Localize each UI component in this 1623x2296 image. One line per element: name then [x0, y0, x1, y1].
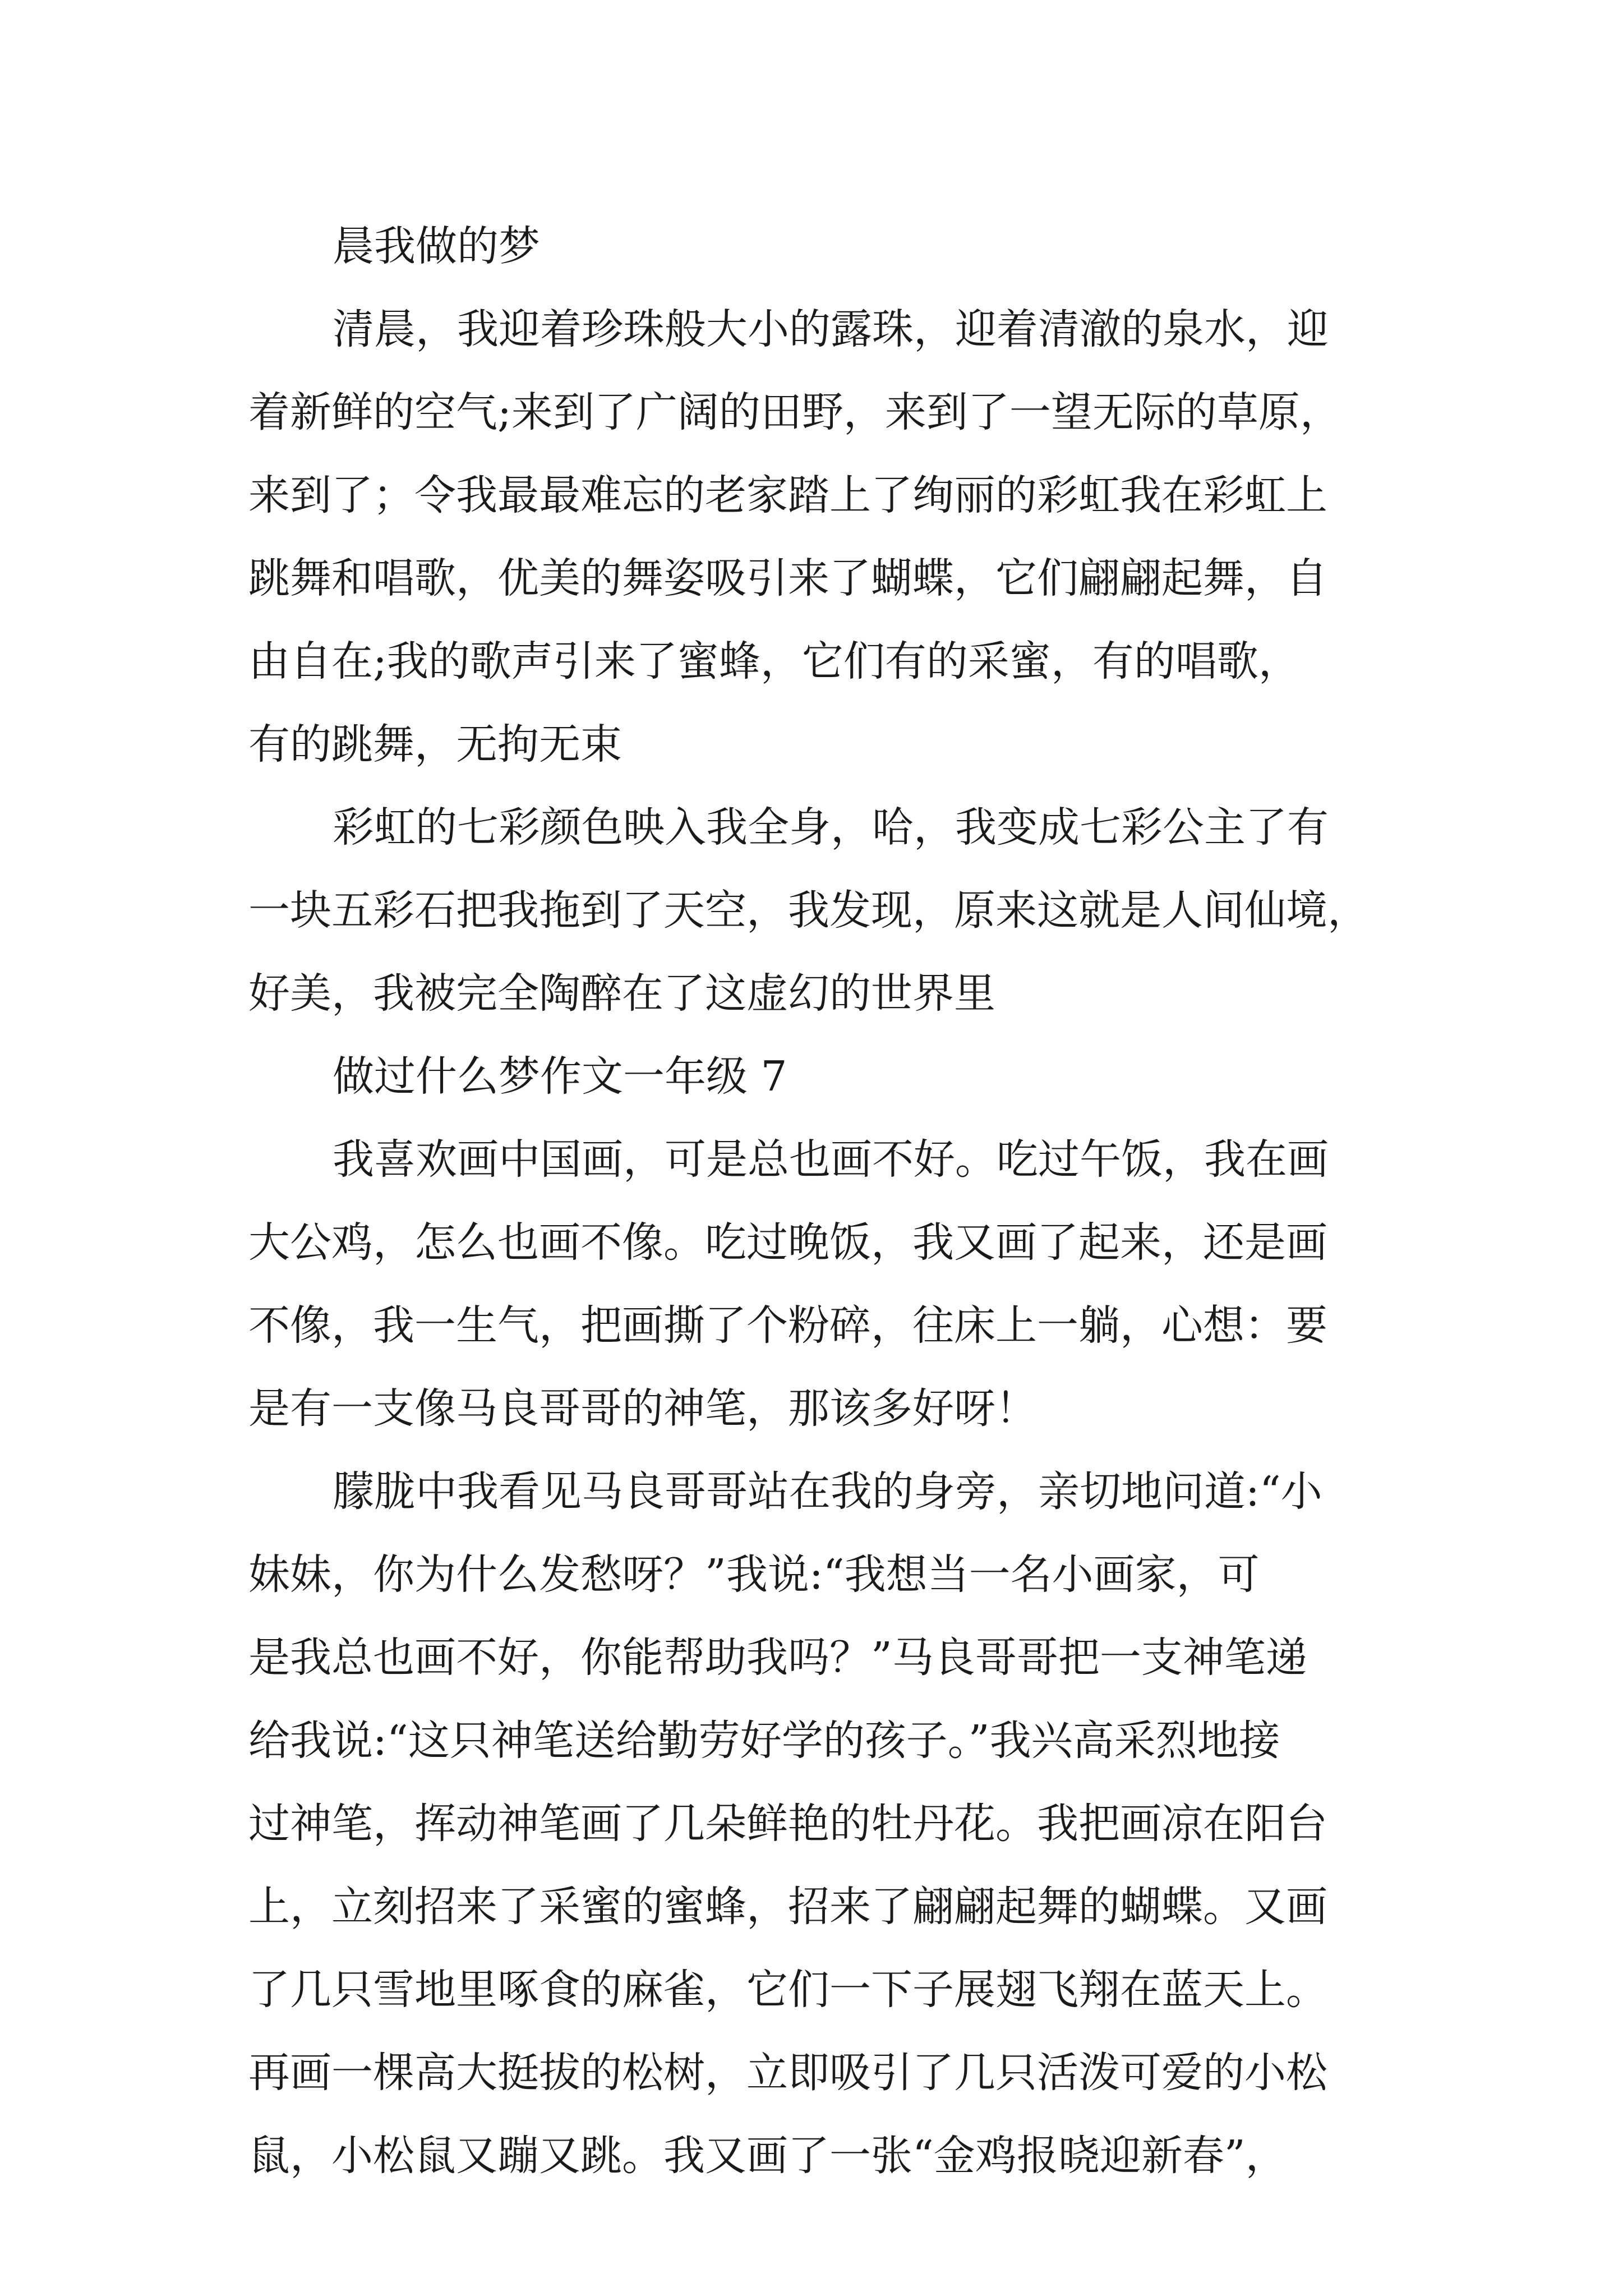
- paragraph-line: 再画一棵高大挺拔的松树，立即吸引了几只活泼可爱的小松: [248, 2049, 1327, 2097]
- paragraph-line: 了几只雪地里啄食的麻雀，它们一下子展翅飞翔在蓝天上。: [248, 1966, 1327, 2014]
- paragraph-line: 有的跳舞，无拘无束: [248, 720, 622, 769]
- section-heading: 做过什么梦作文一年级 7: [333, 1052, 787, 1101]
- document-body: [248, 205, 1398, 2197]
- paragraph-line: 好美，我被完全陶醉在了这虚幻的世界里: [248, 969, 995, 1018]
- paragraph-line: 不像，我一生气，把画撕了个粉碎，往床上一躺，心想：要: [248, 1301, 1327, 1350]
- paragraph-line: 是有一支像马良哥哥的神笔，那该多好呀！: [248, 1384, 1037, 1433]
- paragraph-line: 来到了；令我最最难忘的老家踏上了绚丽的彩虹我在彩虹上: [248, 471, 1327, 519]
- paragraph-line: 我喜欢画中国画，可是总也画不好。吃过午饭，我在画: [333, 1135, 1329, 1184]
- paragraph-line: 彩虹的七彩颜色映入我全身，哈，我变成七彩公主了有: [333, 803, 1329, 852]
- paragraph-line: 清晨，我迎着珍珠般大小的露珠，迎着清澈的泉水，迎: [333, 305, 1329, 353]
- paragraph-line: 是我总也画不好，你能帮助我吗？”马良哥哥把一支神笔递: [248, 1634, 1307, 1682]
- paragraph-line: 一块五彩石把我拖到了天空，我发现，原来这就是人间仙境，: [248, 886, 1369, 935]
- paragraph-line: 由自在;我的歌声引来了蜜蜂，它们有的采蜜，有的唱歌，: [248, 637, 1300, 685]
- paragraph-line: 上，立刻招来了采蜜的蜜蜂，招来了翩翩起舞的蝴蝶。又画: [248, 1883, 1327, 1931]
- paragraph-line: 朦胧中我看见马良哥哥站在我的身旁，亲切地问道:“小: [333, 1467, 1322, 1516]
- paragraph-line: 过神笔，挥动神笔画了几朵鲜艳的牡丹花。我把画凉在阳台: [248, 1800, 1327, 1848]
- paragraph-line: 妹妹，你为什么发愁呀？”我说:“我想当一名小画家，可: [248, 1550, 1260, 1599]
- paragraph-line: 大公鸡，怎么也画不像。吃过晚饭，我又画了起来，还是画: [248, 1218, 1327, 1267]
- paragraph-line: 给我说:“这只神笔送给勤劳好学的孩子。”我兴高采烈地接: [248, 1717, 1280, 1765]
- paragraph-line: 着新鲜的空气;来到了广阔的田野，来到了一望无际的草原，: [248, 388, 1341, 436]
- section-heading: 晨我做的梦: [333, 222, 540, 270]
- paragraph-line: 鼠，小松鼠又蹦又跳。我又画了一张“金鸡报晓迎新春”，: [248, 2132, 1287, 2180]
- paragraph-line: 跳舞和唱歌，优美的舞姿吸引来了蝴蝶，它们翩翩起舞，自: [248, 554, 1327, 602]
